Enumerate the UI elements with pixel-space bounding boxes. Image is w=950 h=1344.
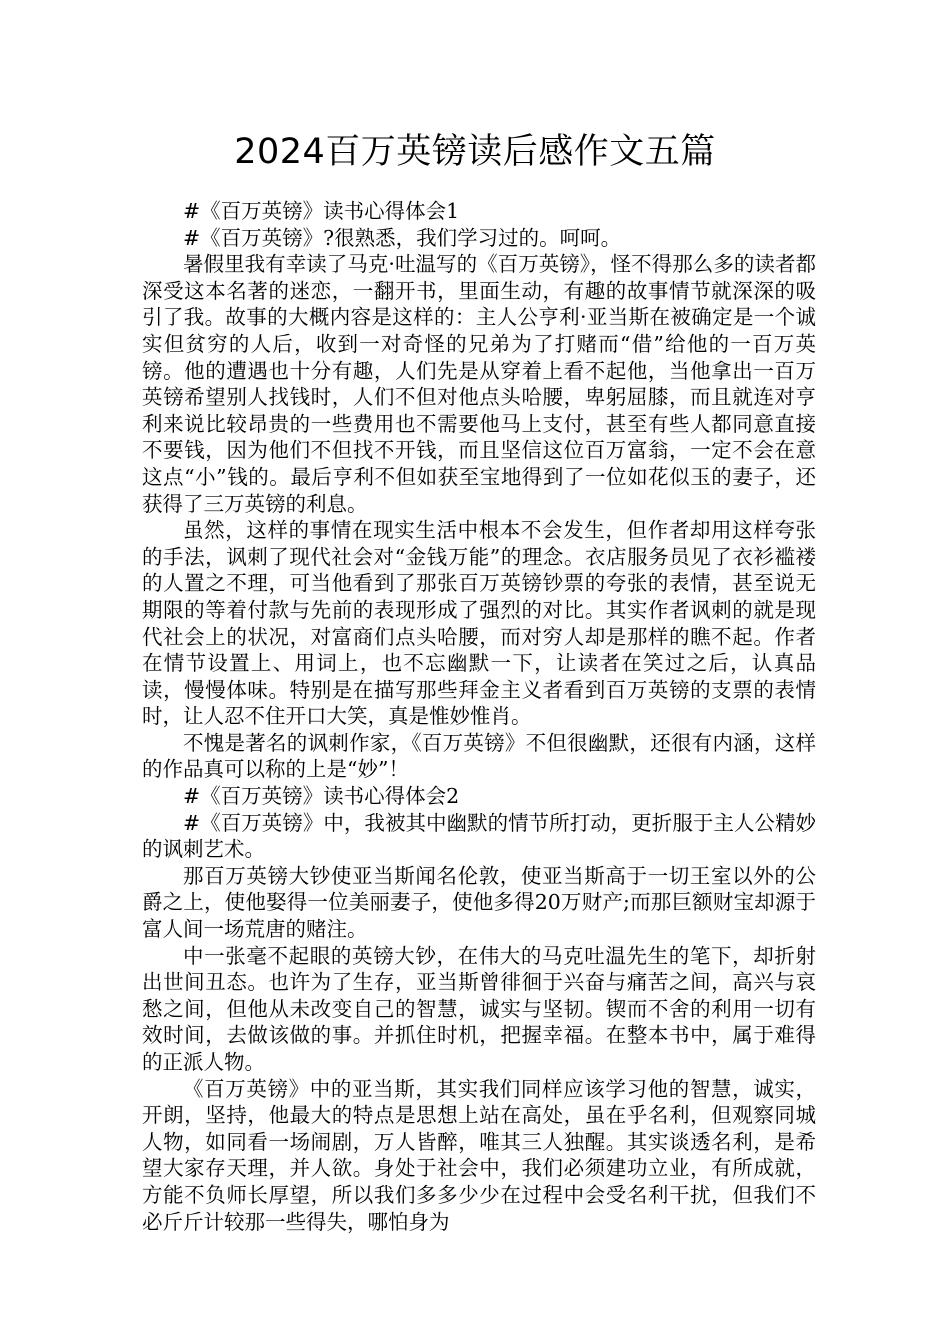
paragraph: #《百万英镑》中，我被其中幽默的情节所打动，更折服于主人公精妙的讽刺艺术。: [142, 810, 816, 862]
document-body: [142, 198, 816, 1235]
paragraph-heading-1: #《百万英镑》读书心得体会1: [183, 199, 460, 223]
paragraph: 暑假里我有幸读了马克·吐温写的《百万英镑》，怪不得那么多的读者都深受这本名著的迷恋，一翻开书，里面生动，有趣的故事情节就深深的吸引了我。故事的大概内容是这样的：主人公亨利·亚当斯在被确定是一个诚实但贫穷的人后，收到一对奇怪的兄弟为了打赌而“借”给他的一百万英镑。他的遭遇也十分有趣，人们先是从穿着上看不起他，当他拿出一百万英镑希望别人找钱时，人们不但对他点头哈腰，卑躬屈膝，而且就连对亨利来说比较昂贵的一些费用也不需要他马上支付，甚至有些人都同意直接不要钱，因为他们不但找不开钱，而且坚信这位百万富翁，一定不会在意这点“小”钱的。最后亨利不但如获至宝地得到了一位如花似玉的妻子，还获得了三万英镑的利息。: [142, 252, 816, 516]
document-title: 2024百万英镑读后感作文五篇: [234, 132, 716, 172]
paragraph: 那百万英镑大钞使亚当斯闻名伦敦，使亚当斯高于一切王室以外的公爵之上，使他娶得一位美丽妻子，使他多得20万财产;而那巨额财宝却源于富人间一场荒唐的赌注。: [142, 863, 816, 942]
paragraph-heading-2: #《百万英镑》读书心得体会2: [183, 784, 460, 809]
paragraph: #《百万英镑》?很熟悉，我们学习过的。呵呵。: [183, 225, 622, 250]
paragraph: 《百万英镑》中的亚当斯，其实我们同样应该学习他的智慧，诚实，开朗，坚持，他最大的特点是思想上站在高处，虽在乎名利，但观察同城人物，如同看一场闹剧，万人皆醉，唯其三人独醒。其实谈透名利，是希望大家存天理，并人欲。身处于社会中，我们必须建功立业，有所成就，方能不负师长厚望，所以我们多多少少在过程中会受名利干扰，但我们不必斤斤计较那一些得失，哪怕身为: [142, 1076, 816, 1234]
paragraph: 虽然，这样的事情在现实生活中根本不会发生，但作者却用这样夸张的手法，讽刺了现代社会对“金钱万能”的理念。衣店服务员见了衣衫褴褛的人置之不理，可当他看到了那张百万英镑钞票的夸张的表情，甚至说无期限的等着付款与先前的表现形成了强烈的对比。其实作者讽刺的就是现代社会上的状况，对富商们点头哈腰，而对穷人却是那样的瞧不起。作者在情节设置上、用词上，也不忘幽默一下，让读者在笑过之后，认真品读，慢慢体味。特别是在描写那些拜金主义者看到百万英镑的支票的表情时，让人忍不住开口大笑，真是惟妙惟肖。: [142, 518, 816, 729]
paragraph: 中一张毫不起眼的英镑大钞，在伟大的马克吐温先生的笔下，却折射出世间丑态。也许为了生存，亚当斯曾徘徊于兴奋与痛苦之间，高兴与哀愁之间，但他从未改变自己的智慧，诚实与坚韧。锲而不舍的利用一切有效时间，去做该做的事。并抓住时机，把握幸福。在整本书中，属于难得的正派人物。: [142, 943, 816, 1074]
paragraph: 不愧是著名的讽刺作家，《百万英镑》不但很幽默，还很有内涵，这样的作品真可以称的上是“妙”！: [142, 730, 816, 782]
